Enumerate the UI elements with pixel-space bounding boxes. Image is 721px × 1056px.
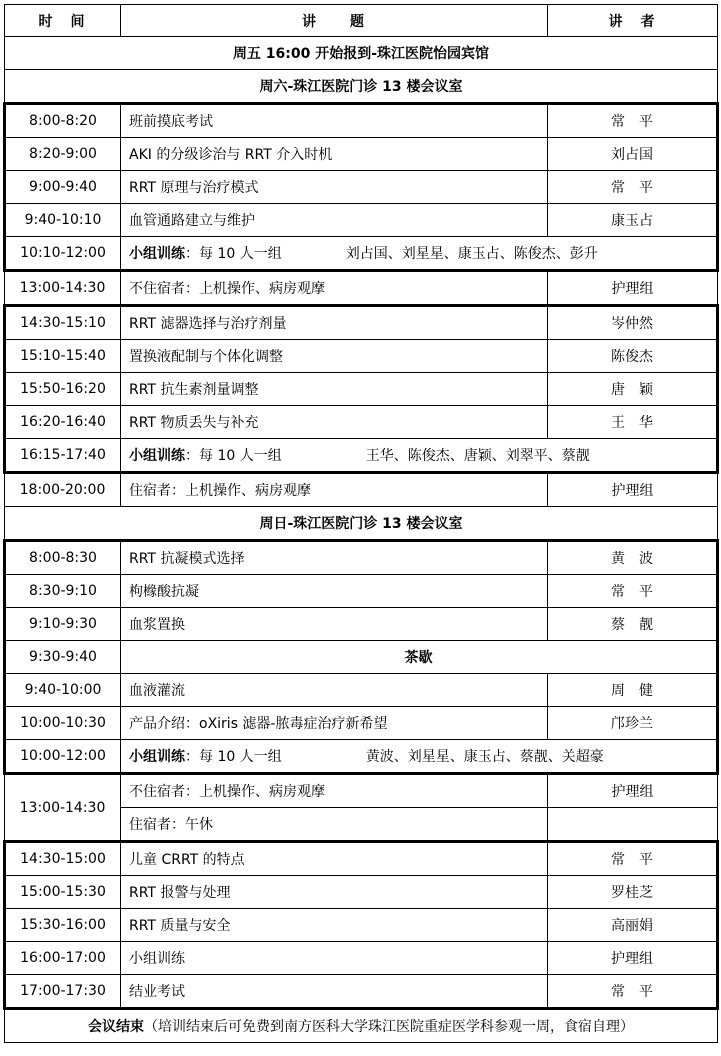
row-time: 9:00-9:40	[5, 171, 121, 204]
row-topic: RRT 原理与治疗模式	[121, 171, 548, 204]
row-time: 9:30-9:40	[5, 641, 121, 674]
group-training-size: ：每 10 人一组	[185, 448, 282, 464]
row-time: 8:00-8:30	[5, 541, 121, 575]
friday-section-row	[5, 37, 718, 70]
table-row	[5, 942, 718, 975]
row-time: 8:00-8:20	[5, 104, 121, 138]
row-topic: 血管通路建立与维护	[121, 204, 548, 237]
footer-bold: 会议结束	[88, 1019, 144, 1035]
table-row	[5, 406, 718, 439]
table-row	[5, 975, 718, 1009]
row-topic: RRT 滤器选择与治疗剂量	[121, 306, 548, 340]
row-topic: RRT 抗凝模式选择	[121, 541, 548, 575]
row-time: 13:00-14:30	[5, 271, 121, 306]
row-topic: RRT 抗生素剂量调整	[121, 373, 548, 406]
row-topic: 住宿者：上机操作、病房观摩	[121, 473, 548, 507]
row-time: 10:00-12:00	[5, 740, 121, 774]
row-topic: RRT 报警与处理	[121, 876, 548, 909]
row-speaker-empty	[548, 808, 718, 842]
table-row	[5, 909, 718, 942]
row-speaker: 刘占国	[548, 138, 718, 171]
table-row	[5, 171, 718, 204]
tea-break-row	[5, 641, 718, 674]
row-speaker: 陈俊杰	[548, 340, 718, 373]
row-time: 14:30-15:10	[5, 306, 121, 340]
row-time: 16:00-17:00	[5, 942, 121, 975]
group-training-members: 王华、陈俊杰、唐颖、刘翠平、蔡靓	[365, 448, 590, 464]
group-training-label: 小组训练	[129, 448, 185, 464]
group-training-cell	[121, 740, 718, 774]
header-topic: 讲 题	[121, 5, 548, 37]
row-speaker: 护理组	[548, 774, 718, 808]
table-row	[5, 876, 718, 909]
row-topic: 住宿者：午休	[121, 808, 548, 842]
row-topic: 班前摸底考试	[121, 104, 548, 138]
row-time: 10:00-10:30	[5, 707, 121, 740]
row-speaker: 蔡 靓	[548, 608, 718, 641]
row-speaker: 护理组	[548, 473, 718, 507]
table-row	[5, 306, 718, 340]
row-time: 9:40-10:00	[5, 674, 121, 707]
row-topic: AKI 的分级诊治与 RRT 介入时机	[121, 138, 548, 171]
row-topic: 结业考试	[121, 975, 548, 1009]
group-training-size: ：每 10 人一组	[185, 749, 282, 765]
friday-title: 周五 16:00 开始报到-珠江医院怡园宾馆	[5, 37, 718, 70]
group-training-row	[5, 439, 718, 473]
row-time: 9:40-10:10	[5, 204, 121, 237]
row-speaker: 唐 颖	[548, 373, 718, 406]
row-speaker: 高丽娟	[548, 909, 718, 942]
row-topic: 枸橼酸抗凝	[121, 575, 548, 608]
table-row	[5, 575, 718, 608]
row-topic: RRT 质量与安全	[121, 909, 548, 942]
row-topic: 不住宿者：上机操作、病房观摩	[121, 774, 548, 808]
row-time: 10:10-12:00	[5, 237, 121, 271]
table-row	[5, 204, 718, 237]
table-row	[5, 138, 718, 171]
row-topic: 儿童 CRRT 的特点	[121, 842, 548, 876]
header-speaker: 讲 者	[548, 5, 718, 37]
saturday-section-row	[5, 70, 718, 104]
table-row	[5, 104, 718, 138]
table-row	[5, 373, 718, 406]
row-speaker: 常 平	[548, 575, 718, 608]
row-time: 13:00-14:30	[5, 774, 121, 842]
group-training-cell	[121, 439, 718, 473]
table-row	[5, 774, 718, 808]
table-row	[5, 842, 718, 876]
row-topic: 置换液配制与个体化调整	[121, 340, 548, 373]
row-topic: 血浆置换	[121, 608, 548, 641]
footer-note: （培训结束后可免费到南方医科大学珠江医院重症医学科参观一周，食宿自理）	[144, 1019, 634, 1035]
table-row	[5, 707, 718, 740]
sunday-title: 周日-珠江医院门诊 13 楼会议室	[5, 507, 718, 541]
row-time: 16:20-16:40	[5, 406, 121, 439]
schedule-table	[3, 4, 719, 1043]
row-topic: 产品介绍：oXiris 滤器-脓毒症治疗新希望	[121, 707, 548, 740]
row-speaker: 常 平	[548, 842, 718, 876]
row-speaker: 常 平	[548, 171, 718, 204]
row-speaker: 常 平	[548, 975, 718, 1009]
footer-row	[5, 1009, 718, 1043]
row-speaker: 黄 波	[548, 541, 718, 575]
row-topic: 小组训练	[121, 942, 548, 975]
group-training-row	[5, 740, 718, 774]
row-speaker: 康玉占	[548, 204, 718, 237]
header-row	[5, 5, 718, 37]
row-time: 15:30-16:00	[5, 909, 121, 942]
group-training-size: ：每 10 人一组	[185, 246, 282, 262]
row-speaker: 常 平	[548, 104, 718, 138]
group-training-label: 小组训练	[129, 749, 185, 765]
row-time: 15:50-16:20	[5, 373, 121, 406]
group-training-label: 小组训练	[129, 246, 185, 262]
footer-cell	[5, 1009, 718, 1043]
table-row	[5, 608, 718, 641]
row-time: 18:00-20:00	[5, 473, 121, 507]
row-time: 9:10-9:30	[5, 608, 121, 641]
table-row	[5, 541, 718, 575]
group-training-members: 刘占国、刘星星、康玉占、陈俊杰、彭升	[345, 246, 598, 262]
row-topic: 血液灌流	[121, 674, 548, 707]
row-time: 15:10-15:40	[5, 340, 121, 373]
table-row	[5, 271, 718, 306]
group-training-row	[5, 237, 718, 271]
row-speaker: 周 健	[548, 674, 718, 707]
row-topic: RRT 物质丢失与补充	[121, 406, 548, 439]
row-speaker: 护理组	[548, 271, 718, 306]
table-row	[5, 674, 718, 707]
table-row	[5, 340, 718, 373]
row-speaker: 护理组	[548, 942, 718, 975]
row-speaker: 岑仲然	[548, 306, 718, 340]
row-speaker: 邝珍兰	[548, 707, 718, 740]
group-training-cell	[121, 237, 718, 271]
row-time: 8:30-9:10	[5, 575, 121, 608]
table-row	[5, 473, 718, 507]
row-time: 15:00-15:30	[5, 876, 121, 909]
row-time: 8:20-9:00	[5, 138, 121, 171]
row-time: 14:30-15:00	[5, 842, 121, 876]
header-time: 时 间	[5, 5, 121, 37]
group-training-members: 黄波、刘星星、康玉占、蔡靓、关超豪	[365, 749, 604, 765]
row-speaker: 罗桂芝	[548, 876, 718, 909]
row-time: 16:15-17:40	[5, 439, 121, 473]
row-speaker: 王 华	[548, 406, 718, 439]
sunday-section-row	[5, 507, 718, 541]
schedule-sheet	[3, 4, 716, 1043]
row-topic: 不住宿者：上机操作、病房观摩	[121, 271, 548, 306]
row-time: 17:00-17:30	[5, 975, 121, 1009]
saturday-title: 周六-珠江医院门诊 13 楼会议室	[5, 70, 718, 104]
tea-break-label: 茶歇	[121, 641, 718, 674]
